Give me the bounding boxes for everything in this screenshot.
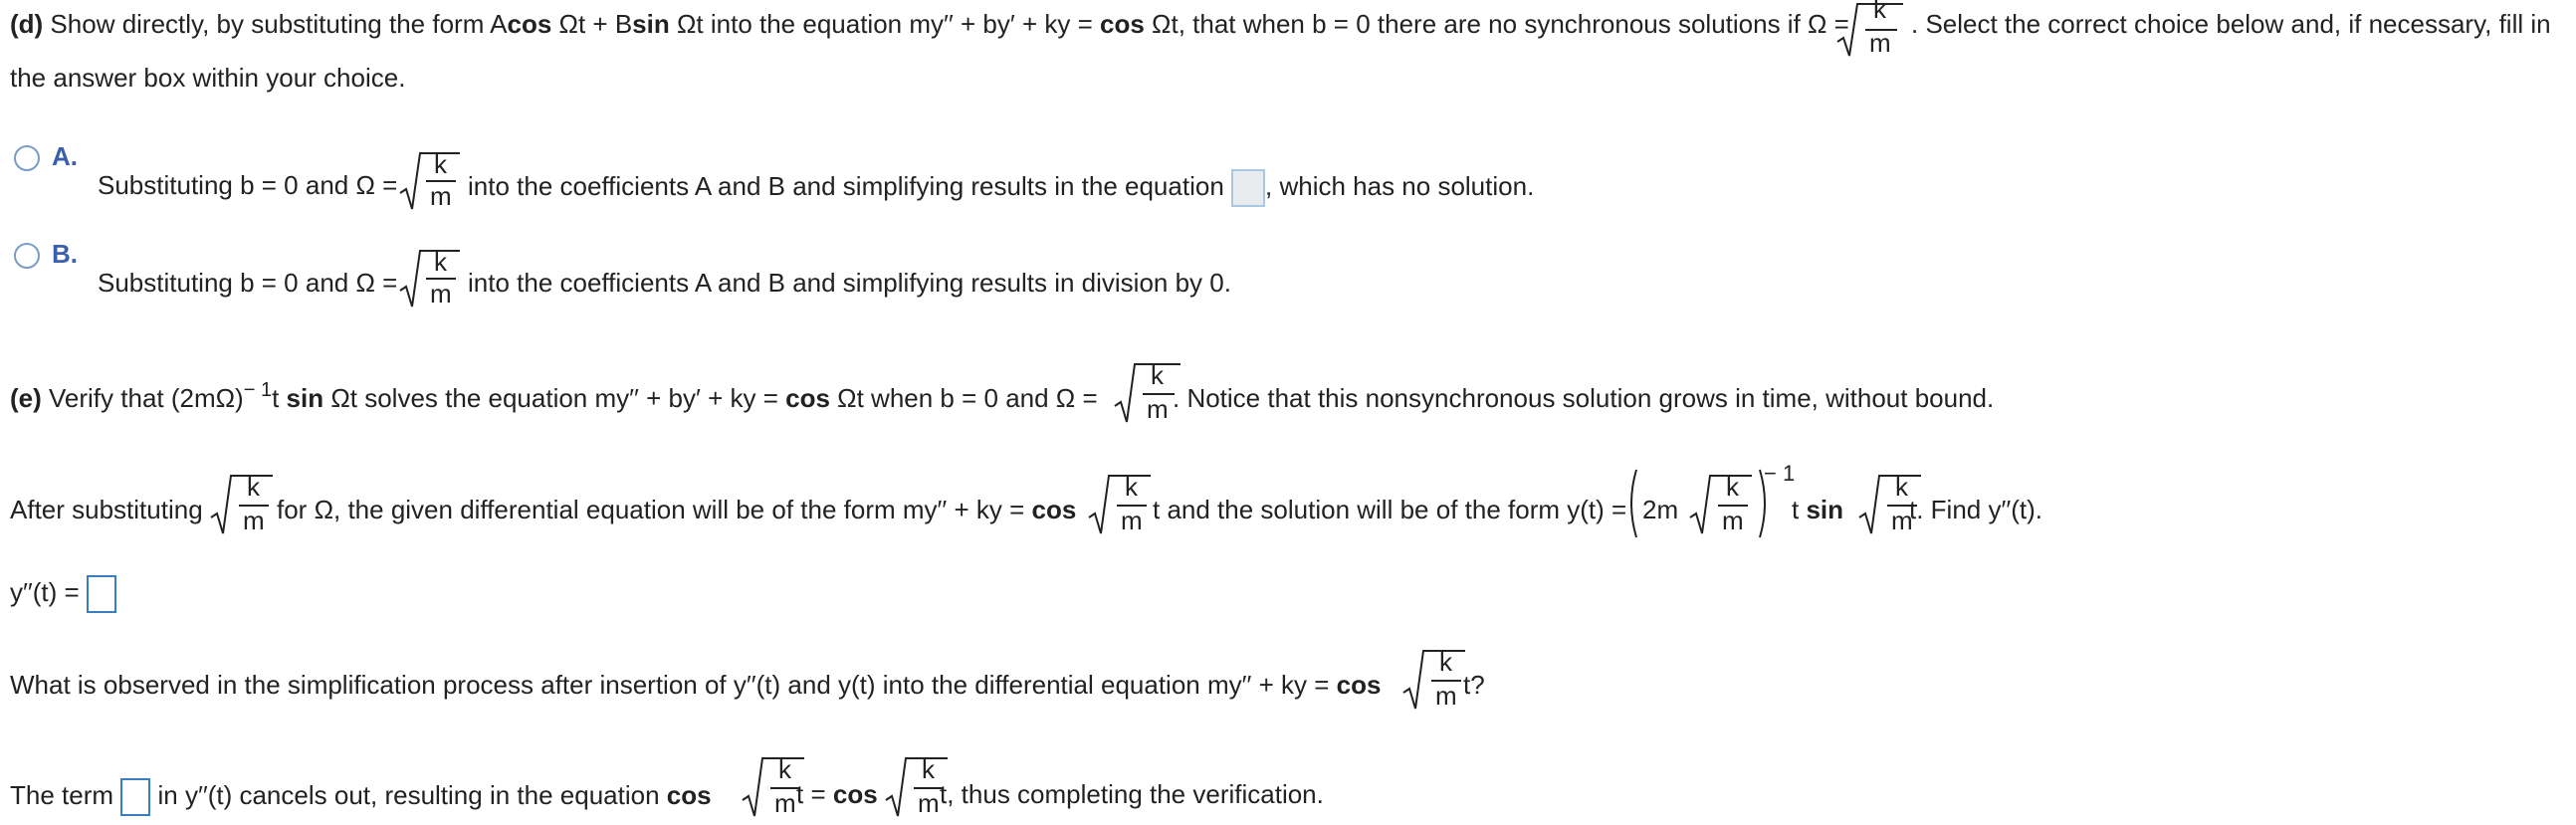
text: t xyxy=(1792,495,1807,524)
option-a-label: A. xyxy=(52,141,78,171)
text: Ωt solves the equation my′′ + by′ + ky = xyxy=(323,383,786,413)
cos-text: cos xyxy=(1336,670,1382,700)
exponent: − 1 xyxy=(243,379,273,401)
term-text4 xyxy=(940,778,1324,810)
exponent: − 1 xyxy=(1764,461,1796,486)
frac-num: k xyxy=(778,754,791,784)
part-e-label: (e) xyxy=(10,383,42,413)
sqrt-symbol xyxy=(209,470,275,535)
part-d-line2 xyxy=(10,62,405,94)
observe-text xyxy=(10,669,1381,701)
text: Substituting b = 0 and Ω = xyxy=(98,268,398,298)
text: Verify that (2mΩ) xyxy=(41,383,244,413)
text: The term xyxy=(10,779,114,810)
sqrt-symbol xyxy=(1401,645,1467,711)
text: Ωt + B xyxy=(551,9,633,39)
term-answer-box[interactable] xyxy=(120,778,150,816)
option-a-sqrt xyxy=(398,147,462,211)
after-exponent xyxy=(1764,458,1795,490)
text: Substituting b = 0 and Ω = xyxy=(98,170,398,200)
frac-den: m xyxy=(1891,506,1913,535)
text: Show directly, by substituting the form A xyxy=(43,9,508,39)
text: t. Find y′′(t). xyxy=(1909,495,2042,524)
term-text1 xyxy=(10,778,712,816)
frac-num: k xyxy=(434,149,447,179)
observe-tail xyxy=(1463,669,1485,701)
cos-text: cos xyxy=(1100,9,1145,39)
after-2m xyxy=(1642,494,1678,525)
after-sqrt-3 xyxy=(1688,470,1754,535)
frac-den: m xyxy=(430,279,452,309)
text: , which has no solution. xyxy=(1265,170,1535,201)
frac-num: k xyxy=(1873,0,1886,24)
cos-text: cos xyxy=(666,779,712,810)
cos-text: cos xyxy=(832,779,878,809)
option-a-radio[interactable] xyxy=(14,145,40,171)
frac-num: k xyxy=(1726,472,1739,502)
sin-text: sin xyxy=(632,9,670,39)
ypp-label: y′′(t) = xyxy=(10,576,80,607)
term-text3 xyxy=(796,778,878,810)
cos-text: cos xyxy=(785,383,830,413)
frac-den: m xyxy=(1147,394,1169,424)
option-b-sqrt xyxy=(398,245,462,309)
option-b-text2 xyxy=(468,267,1231,299)
cos-text: cos xyxy=(1031,495,1077,524)
cos-text: cos xyxy=(507,9,552,39)
frac-den: m xyxy=(774,788,796,818)
after-sqrt-1 xyxy=(209,470,275,535)
frac-den: m xyxy=(243,506,265,535)
after-text5 xyxy=(1909,494,2042,525)
frac-num: k xyxy=(1895,472,1908,502)
text: into the coefficients A and B and simplifying results in division by 0. xyxy=(468,268,1231,298)
frac-num: k xyxy=(1151,360,1164,390)
frac-den: m xyxy=(918,788,940,818)
part-e-question xyxy=(10,379,1098,414)
option-b-label: B. xyxy=(52,239,78,269)
text: After substituting xyxy=(10,495,203,524)
frac-den: m xyxy=(430,181,452,211)
frac-num: k xyxy=(247,472,260,502)
frac-num: k xyxy=(434,247,447,277)
observe-sqrt xyxy=(1401,645,1467,711)
text: t and the solution will be of the form y(t) = xyxy=(1153,495,1627,524)
frac-den: m xyxy=(1435,681,1457,711)
frac-num: k xyxy=(1125,472,1138,502)
frac-num: k xyxy=(1439,647,1452,677)
text: 2m xyxy=(1642,495,1679,524)
ypp-answer-box[interactable] xyxy=(87,575,116,613)
text: t, thus completing the verification. xyxy=(940,779,1324,809)
text: Ωt into the equation my′′ + by′ + ky = xyxy=(669,9,1100,39)
frac-den: m xyxy=(1722,506,1744,535)
text: t xyxy=(272,383,287,413)
text: in y′′(t) cancels out, resulting in the equation xyxy=(157,779,667,810)
after-text1 xyxy=(10,494,203,525)
text: the answer box within your choice. xyxy=(10,63,406,93)
text: . Notice that this nonsynchronous solution grows in time, without bound. xyxy=(1173,383,1995,413)
part-d-tail xyxy=(1911,8,2551,40)
sqrt-symbol xyxy=(1087,470,1153,535)
text: . Select the correct choice below and, if necessary, fill in xyxy=(1911,9,2551,39)
part-d-question xyxy=(10,8,1849,40)
option-a-answer-box[interactable] xyxy=(1231,169,1265,207)
part-d-sqrt xyxy=(1835,0,1905,60)
left-paren xyxy=(1624,468,1638,539)
text: What is observed in the simplification process after insertion of y′′(t) and y(t) into the differential equation my′′ + ky = xyxy=(10,670,1337,700)
text: Ωt, that when b = 0 there are no synchronous solutions if Ω = xyxy=(1144,9,1849,39)
after-text4 xyxy=(1792,494,1843,525)
text: for Ω, the given differential equation will be of the form my′′ + ky = xyxy=(277,495,1032,524)
after-text3 xyxy=(1153,494,1626,525)
after-text2 xyxy=(277,494,1076,525)
option-b-radio[interactable] xyxy=(14,243,40,269)
sin-text: sin xyxy=(286,383,324,413)
frac-den: m xyxy=(1869,28,1891,58)
frac-num: k xyxy=(922,754,935,784)
ypp-line xyxy=(10,575,116,613)
text: t? xyxy=(1463,670,1485,700)
frac-den: m xyxy=(1121,506,1143,535)
sin-text: sin xyxy=(1806,495,1844,524)
text: Ωt when b = 0 and Ω = xyxy=(829,383,1098,413)
text: t = xyxy=(796,779,833,809)
paren-left-shape xyxy=(1624,468,1638,539)
part-e-tail xyxy=(1173,382,1994,414)
option-a-text2 xyxy=(468,169,1534,207)
part-d-label: (d) xyxy=(10,9,44,39)
sqrt-symbol xyxy=(1688,470,1754,535)
after-sqrt-2 xyxy=(1087,470,1153,535)
option-b-text xyxy=(98,267,397,299)
option-a-text xyxy=(98,169,397,201)
text: into the coefficients A and B and simplifying results in the equation xyxy=(468,170,1224,201)
